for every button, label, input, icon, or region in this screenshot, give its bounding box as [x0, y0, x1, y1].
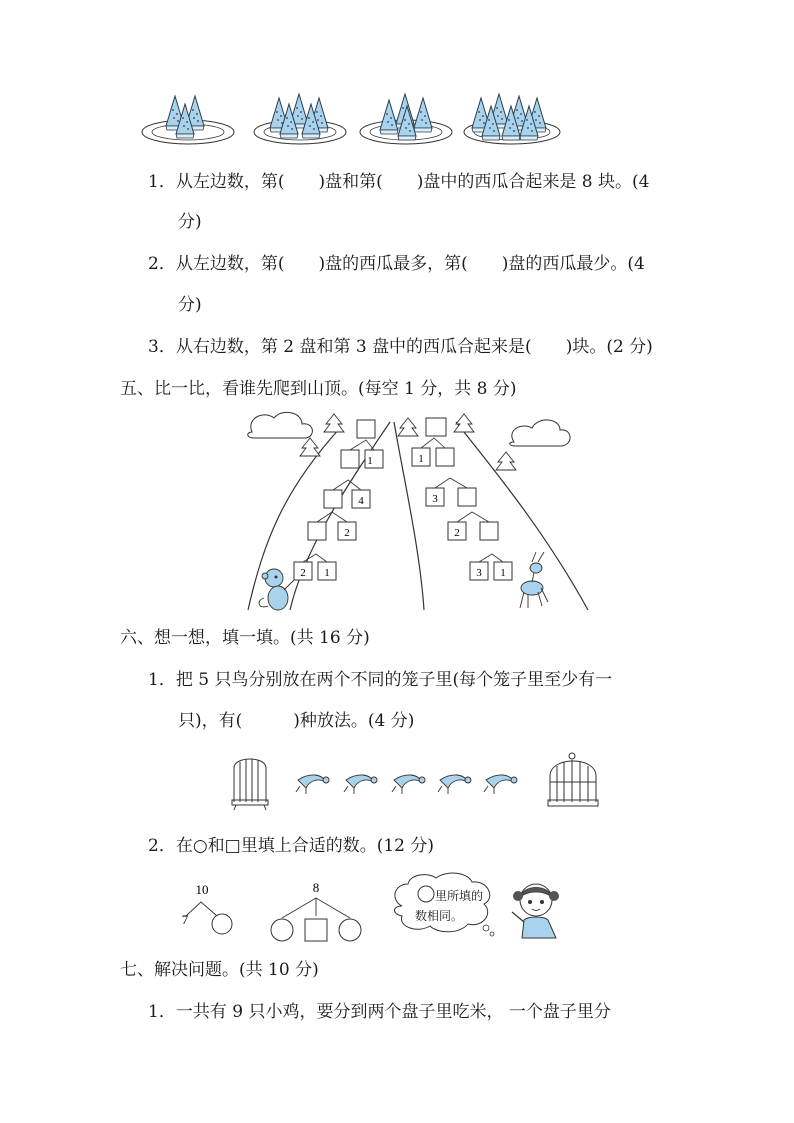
plate-2 [254, 94, 346, 144]
bird-4 [438, 775, 471, 794]
left-box-1: 1 [367, 455, 373, 467]
tree2-right-circle [339, 919, 361, 941]
tree2-left-circle [271, 919, 293, 941]
birds-cages-illustration [226, 752, 606, 812]
bubble-text-line1: 里所填的 [435, 889, 484, 903]
thought-bubble [388, 870, 500, 940]
mountain-climb-illustration [244, 410, 594, 615]
question-watermelon-1: 1．从左边数，第( )盘和第( )盘中的西瓜合起来是 8 块。(4 [148, 172, 650, 192]
cage-left [232, 759, 268, 810]
girl-illustration [506, 876, 566, 944]
plate-4 [464, 94, 560, 144]
right-box-3b: 3 [476, 567, 482, 579]
left-box-4: 4 [358, 495, 364, 507]
cloud-left [248, 412, 313, 438]
cloud-right [510, 420, 570, 446]
plate-3 [360, 94, 452, 144]
number-trees-illustration [170, 872, 370, 947]
question-birds-1: 1．把 5 只鸟分别放在两个不同的笼子里(每个笼子里至少有一 [148, 670, 613, 690]
right-box-1: 1 [418, 453, 424, 465]
left-box-2b: 2 [300, 567, 306, 579]
left-box-2: 2 [344, 527, 350, 539]
question-birds-1-cont: 只)，有( )种放法。(4 分) [178, 711, 415, 731]
cage-right [548, 753, 598, 806]
bird-5 [484, 775, 517, 794]
plate-1 [142, 96, 234, 144]
watermelon-plates-illustration [140, 92, 570, 148]
bubble-text-line2: 数相同。 [415, 909, 464, 923]
section-7-title: 七、解决问题。(共 10 分) [120, 960, 319, 980]
tree2-top: 8 [312, 880, 320, 895]
tree1-circle [212, 914, 232, 934]
question-fill-2: 2．在○和□里填上合适的数。(12 分) [148, 836, 435, 856]
bubble-circle-icon [418, 886, 434, 902]
right-box-3: 3 [432, 493, 438, 505]
bird-3 [392, 775, 425, 794]
question-watermelon-2: 2．从左边数，第( )盘的西瓜最多，第( )盘的西瓜最少。(4 [148, 254, 645, 274]
question-chicks-1: 1．一共有 9 只小鸡，要分到两个盘子里吃米， 一个盘子里分 [148, 1002, 611, 1022]
left-box-1b: 1 [324, 567, 330, 579]
bird-2 [344, 775, 377, 794]
bird-row [296, 775, 517, 794]
right-box-1b: 1 [500, 567, 506, 579]
tree1-top: 10 [195, 882, 209, 897]
bird-1 [296, 775, 329, 794]
question-watermelon-1-cont: 分) [178, 212, 202, 232]
monkey-illustration [259, 569, 294, 610]
right-box-2: 2 [454, 527, 460, 539]
section-5-title: 五、比一比，看谁先爬到山顶。(每空 1 分，共 8 分) [120, 379, 517, 399]
question-watermelon-3: 3．从右边数，第 2 盘和第 3 盘中的西瓜合起来是( )块。(2 分) [148, 337, 653, 357]
tree1-left: 7 [181, 912, 189, 927]
tree2-box [305, 919, 327, 941]
deer-illustration [520, 552, 548, 608]
question-watermelon-2-cont: 分) [178, 295, 202, 315]
section-6-title: 六、想一想，填一填。(共 16 分) [120, 628, 370, 648]
